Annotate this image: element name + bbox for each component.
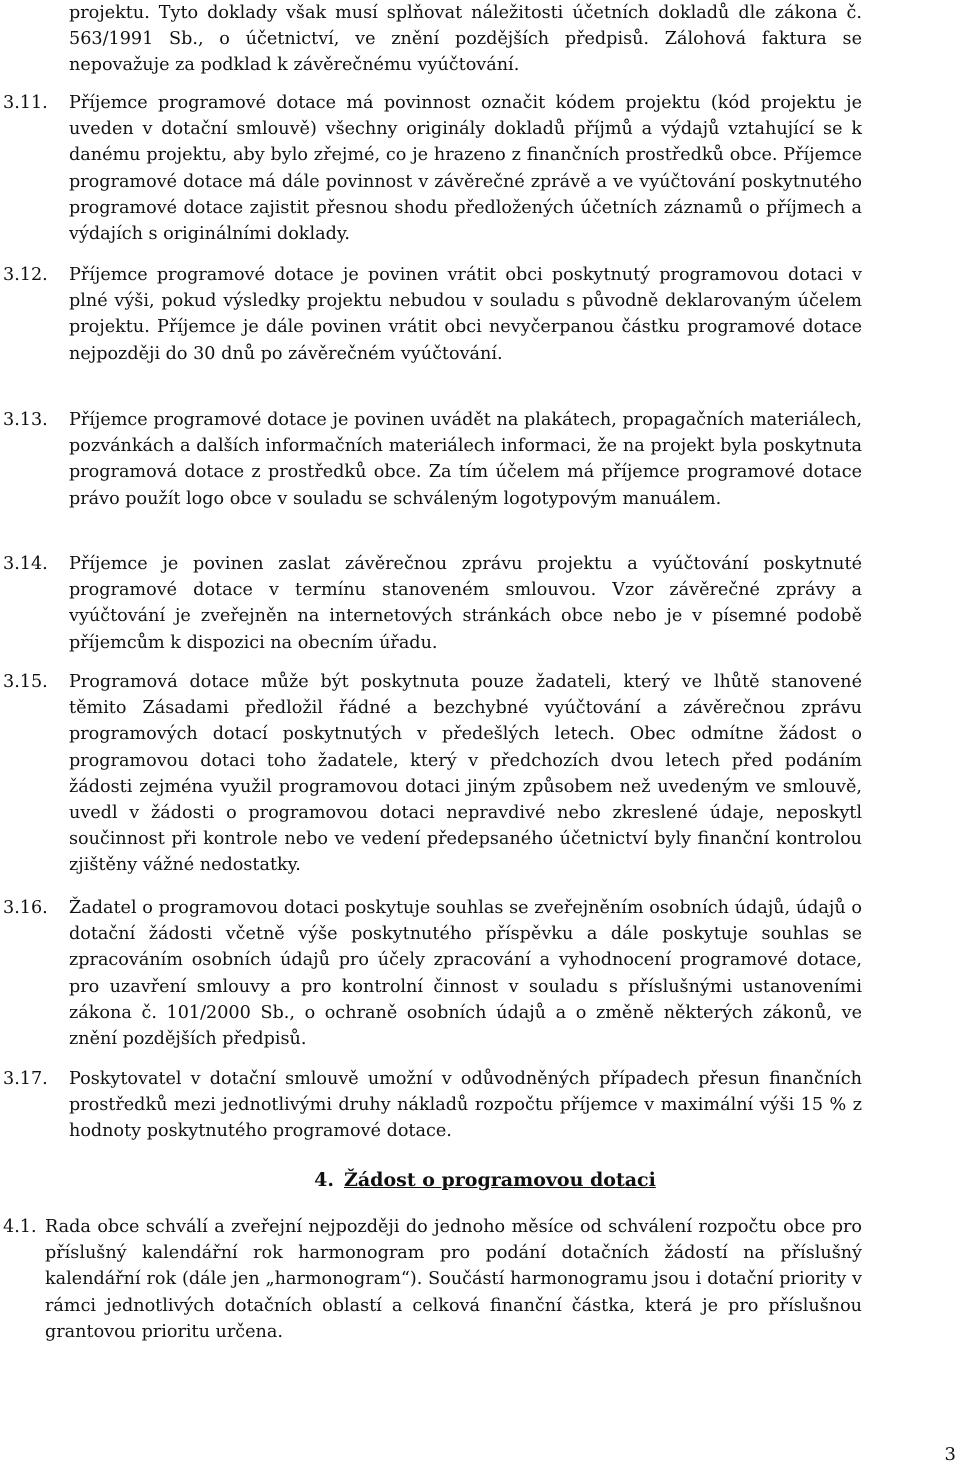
chapter-heading <box>0 1166 960 1194</box>
section-number: 3.13. <box>3 410 48 430</box>
section-number: 3.12. <box>3 265 48 285</box>
page-number: 3 <box>944 1444 956 1465</box>
section-text: Příjemce programové dotace je povinen vrátit obci poskytnutý programovou dotaci v plné výši, pokud výsledky projektu nebudou v souladu s původně deklarovaným účelem projektu. Příjemce je dále povinen vrátit obci nevyčerpanou částku programové dotace nejpozději do 30 dnů po závěrečném vyúčtování. <box>69 265 862 364</box>
section-text: Programová dotace může být poskytnuta pouze žadateli, který ve lhůtě stanovené těmito Zásadami předložil řádné a bezchybné vyúčtování a závěrečnou zprávu programových dotací poskytnutých v předešlých letech. Obec odmítne žádost o programovou dotaci toho žadatele, který v předchozích dvou letech před podáním žádosti zejména využil programovou dotaci jiným způsobem než uvedeným ve smlouvě, uvedl v žádosti o programovou dotaci nepravdivé nebo zkreslené údaje, neposkytl součinnost při kontrole nebo ve vedení předepsaného účetnictví byly finanční kontrolou zjištěny vážné nedostatky. <box>69 672 862 876</box>
section-number: 3.17. <box>3 1069 48 1089</box>
section-text: Poskytovatel v dotační smlouvě umožní v odůvodněných případech přesun finančních prostředků mezi jednotlivými druhy nákladů rozpočtu příjemce v maximální výši 15 % z hodnoty poskytnutého programové dotace. <box>69 1069 862 1142</box>
section-number: 3.15. <box>3 672 48 692</box>
section-number: 3.16. <box>3 898 48 918</box>
chapter-title: Žádost o programovou dotaci <box>344 1169 656 1191</box>
intro-paragraph: projektu. Tyto doklady však musí splňovat náležitosti účetních dokladů dle zákona č. 563/1991 Sb., o účetnictví, ve znění pozdějších předpisů. Zálohová faktura se nepovažuje za podklad k závěrečnému vyúčtování. <box>69 3 862 76</box>
section-text: Příjemce programové dotace je povinen uvádět na plakátech, propagačních materiálech, pozvánkách a dalších informačních materiálech informaci, že na projekt byla poskytnuta programová dotace z prostředků obce. Za tím účelem má příjemce programové dotace právo použít logo obce v souladu se schváleným logotypovým manuálem. <box>69 410 862 509</box>
section-text: Příjemce je povinen zaslat závěrečnou zprávu projektu a vyúčtování poskytnuté programové dotace v termínu stanoveném smlouvou. Vzor závěrečné zprávy a vyúčtování je zveřejněn na internetových stránkách obce nebo je v písemné podobě příjemcům k dispozici na obecním úřadu. <box>69 554 862 653</box>
section-text: Žadatel o programovou dotaci poskytuje souhlas se zveřejněním osobních údajů, údajů o dotační žádosti včetně výše poskytnutého příspěvku a dále poskytuje souhlas se zpracováním osobních údajů pro účely zpracování a vyhodnocení programové dotace, pro uzavření smlouvy a pro kontrolní činnost v souladu s příslušnými ustanoveními zákona č. 101/2000 Sb., o ochraně osobních údajů a o změně některých zákonů, ve znění pozdějších předpisů. <box>69 898 862 1050</box>
section-number: 3.11. <box>3 93 48 113</box>
section-number: 4.1. <box>3 1217 37 1237</box>
section-text: Příjemce programové dotace má povinnost označit kódem projektu (kód projektu je uveden v dotační smlouvě) všechny originály dokladů příjmů a výdajů vztahující se k danému projektu, aby bylo zřejmé, co je hrazeno z finančních prostředků obce. Příjemce programové dotace má dále povinnost v závěrečné zprávě a ve vyúčtování poskytnutého programové dotace zajistit přesnou shodu předložených účetních záznamů o příjmech a výdajích s originálními doklady. <box>69 93 862 245</box>
section-text: Rada obce schválí a zveřejní nejpozději do jednoho měsíce od schválení rozpočtu obce pro příslušný kalendářní rok harmonogram pro podání dotačních žádostí na příslušný kalendářní rok (dále jen „harmonogram“). Součástí harmonogramu jsou i dotační priority v rámci jednotlivých dotačních oblastí a celková finanční částka, která je pro příslušnou grantovou prioritu určena. <box>45 1217 862 1342</box>
section-number: 3.14. <box>3 554 48 574</box>
chapter-number: 4. <box>314 1169 334 1191</box>
